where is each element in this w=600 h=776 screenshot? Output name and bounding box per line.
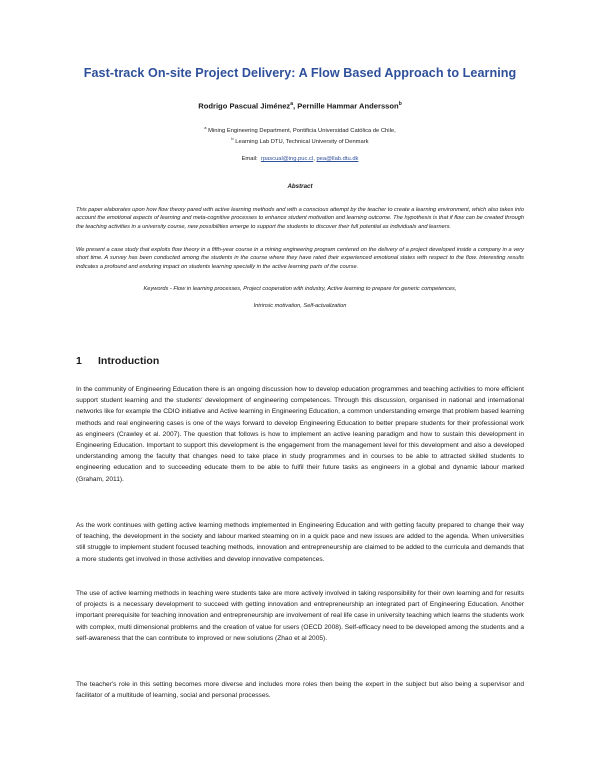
abstract-paragraph: This paper elaborates upon how flow theory pared with active learning methods and with a conscious attempt by the teacher to create a learning environment, which also takes into account the emotional aspects of learning and meta-cognitive processes to enhance student motivation and learning outcome. The hypothesis is that if flow can be created through the teaching activities in a university course, new possibilities emerge to support the students to discover their full potential as individuals and learners. [76, 207, 524, 230]
abstract-paragraph: We present a case study that exploits flow theory in a fifth-year course in a mining engineering program centered on the delivery of a project developed inside a company in a very short time. A survey has been conducted among the students in the course where they have rated their experienced emotional states with respect to the flow. Interesting results indicates a profound and enduring impact on students learning specially in the active learning parts of the course. [76, 247, 524, 270]
affiliation-text: Learning Lab DTU, Technical University of Denmark [235, 139, 369, 146]
affiliation-text: Mining Engineering Department, Pontificia Universidad Católica de Chile, [208, 127, 396, 134]
body-paragraph: The teacher's role in this setting becomes more diverse and includes more roles then being the expert in the subject but also being a supervisor and facilitator of a multitude of learning, social and personal processes. [76, 681, 524, 700]
keywords-line: Keywords - Flow in learning processes, Project cooperation with industry, Active learning to prepare for generic competences, [143, 286, 457, 292]
section-heading [76, 355, 159, 367]
author-line: Rodrigo Pascual Jiménez$^a$, Pernille Hammar Andersson$^b$ [198, 101, 402, 111]
abstract-heading: Abstract [287, 183, 313, 190]
body-paragraph: As the work continues with getting active learning methods implemented in Engineering Education and with getting faculty prepared to change their way of teaching, the development in the society and labour marked steaming on in a quick pace and new issues are added to the agenda. When universities still struggle to implement student focused teaching methods, innovation and entrepreneurship are claimed to be added to the curricula and demands that a more students get involved in those activities and develop innovative competences. [76, 522, 524, 563]
author-name: Rodrigo Pascual Jiménez [198, 101, 291, 111]
affiliation-mark: b [398, 101, 402, 107]
affiliations [40, 124, 560, 147]
affiliation-mark: a [290, 101, 294, 107]
affiliation-line [40, 124, 560, 135]
affiliation-mark: a [204, 125, 207, 130]
affiliation-line [40, 135, 560, 146]
email-link[interactable]: pea@llab.dtu.dk [316, 156, 359, 162]
keywords-line: Intrinsic motivation, Self-actualization [253, 303, 347, 309]
email-line [40, 156, 560, 162]
author-name: Pernille Hammar Andersson [297, 101, 399, 111]
body-paragraph: In the community of Engineering Education there is an ongoing discussion how to develop education programmes and teaching activities to more efficient support student learning and the students' development of engineering competences. Through this discussion, organised in national and international networks like for example the CDIO initiative and Active learning in Engineering Education, a common understanding emerge that problem based learning methods and real engineering cases is one of the ways forward to develop Engineering Education to better prepare students for their professional work as engineers (Crawley et al. 2007). The question that follows is how to implement an active leaning paradigm and how to sustain this development in Engineering Education. Important to support this development is the engagement from the management level for this development and also a developed understanding among the faculty that changes need to take place in study programmes and in courses to be able to attracted skilled students to engineering education and to succeeding educate them to be able to fulfil their future tasks as engineers in a global and dynamic labour marked (Graham, 2011). [76, 386, 524, 483]
section-number: 1 [76, 355, 82, 367]
email-separator: , [313, 156, 315, 162]
section-title: Introduction [98, 355, 160, 367]
email-link[interactable]: rpascual@ing.puc.cl [260, 156, 314, 162]
affiliation-mark: b [231, 136, 234, 142]
body-paragraph: The use of active learning methods in teaching were students take are more actively involved in taking responsibility for their own learning and for results of projects is a necessary development to succeed with getting innovation and entrepreneurship an integrated part of Engineering Education. Another important prerequisite for teaching innovation and entrepreneurship are involvement of real life case in university teaching which learns the students work with complex, multi dimensional problems and the creation of value for users (OECD 2008). Self-efficacy need to be developed among the students and a self-awareness that the can contribute to improved or new solutions (Zhao et al 2005). [76, 590, 524, 642]
email-label: Email: [241, 156, 258, 162]
paper-title: Fast-track On-site Project Delivery: A Flow Based Approach to Learning [83, 66, 517, 80]
